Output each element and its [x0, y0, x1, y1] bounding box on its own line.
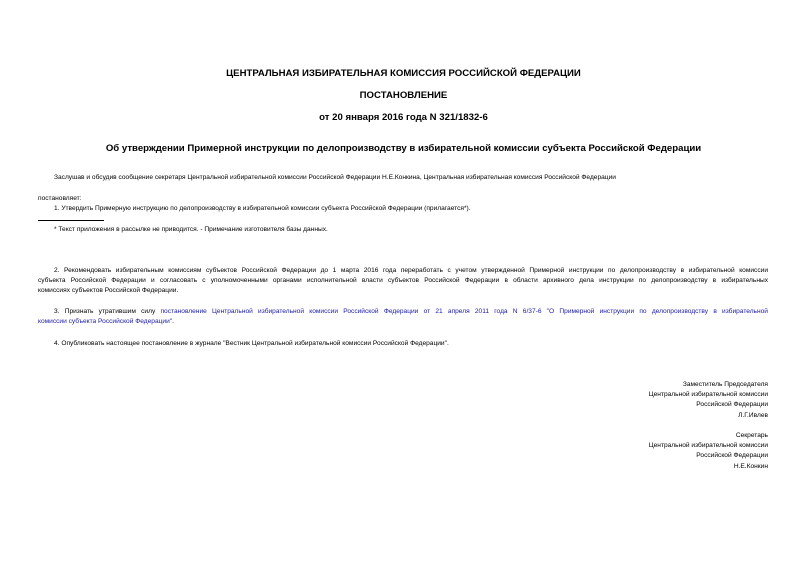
footnote: * Текст приложения в рассылке не приводится. - Примечание изготовителя базы данных.	[54, 226, 328, 233]
footnote-divider	[38, 220, 104, 221]
item-3-line-1	[38, 307, 768, 317]
item-3	[38, 307, 768, 327]
item-1: 1. Утвердить Примерную инструкцию по делопроизводству в избирательной комиссии субъекта Российской Федерации (прилагается*).	[54, 205, 471, 212]
signer-org-line-2: Российской Федерации	[696, 401, 768, 409]
signer-name: Н.Е.Конкин	[733, 462, 768, 470]
repealed-resolution-link-cont[interactable]: комиссии субъекта Российской Федерации"	[38, 318, 173, 325]
item-2-line-2: субъекта Российской Федерации и согласовать с уполномоченными органами исполнительной власти субъектов Российской Федерации в области архивного дела инструкции по делопроизводству в избирательных	[38, 277, 768, 284]
document-title: Об утверждении Примерной инструкции по делопроизводству в избирательной комиссии субъекта Российской Федерации	[105, 143, 702, 154]
signer-name: Л.Г.Ивлев	[738, 411, 768, 419]
item-3-line-2	[38, 317, 768, 327]
signature-block-deputy	[649, 380, 768, 421]
item-4: 4. Опубликовать настоящее постановление в журнале "Вестник Центральной избирательной комиссии Российской Федерации".	[54, 340, 449, 347]
issuing-organization: ЦЕНТРАЛЬНАЯ ИЗБИРАТЕЛЬНАЯ КОМИССИЯ РОССИЙСКОЙ ФЕДЕРАЦИИ	[226, 68, 581, 79]
document-date-number: от 20 января 2016 года N 321/1832-6	[319, 112, 488, 123]
signer-org-line-1: Центральной избирательной комиссии	[648, 442, 768, 450]
signature-block-secretary	[649, 431, 768, 472]
repealed-resolution-link[interactable]: постановление Центральной избирательной комиссии Российской Федерации от 21 апреля 2011 года N 6/37-6 "О Примерной инструкции по делопроизводству в избирательной	[160, 308, 768, 315]
item-2-line-1: 2. Рекомендовать избирательным комиссиям субъектов Российской Федерации до 1 марта 2016 года переработать с учетом утвержденной Примерной инструкции по делопроизводству в избирательной комиссии	[54, 267, 768, 274]
document-type: ПОСТАНОВЛЕНИЕ	[359, 90, 448, 101]
resolves-label: постановляет:	[38, 195, 82, 202]
item-2	[38, 266, 768, 296]
signer-position: Заместитель Председателя	[682, 381, 768, 388]
item-3-prefix: 3. Признать утратившим силу	[54, 308, 156, 315]
signer-org-line-1: Центральной избирательной комиссии	[648, 391, 768, 399]
signer-org-line-2: Российской Федерации	[696, 452, 768, 460]
item-2-line-3: комиссиях субъектов Российской Федерации.	[38, 287, 179, 294]
item-3-suffix: .	[172, 318, 174, 325]
signer-position: Секретарь	[735, 432, 768, 439]
intro-paragraph: Заслушав и обсудив сообщение секретаря Центральной избирательной комиссии Российской Федерации Н.Е.Конкина, Центральная избирательная комиссия Российской Федерации	[54, 174, 616, 181]
